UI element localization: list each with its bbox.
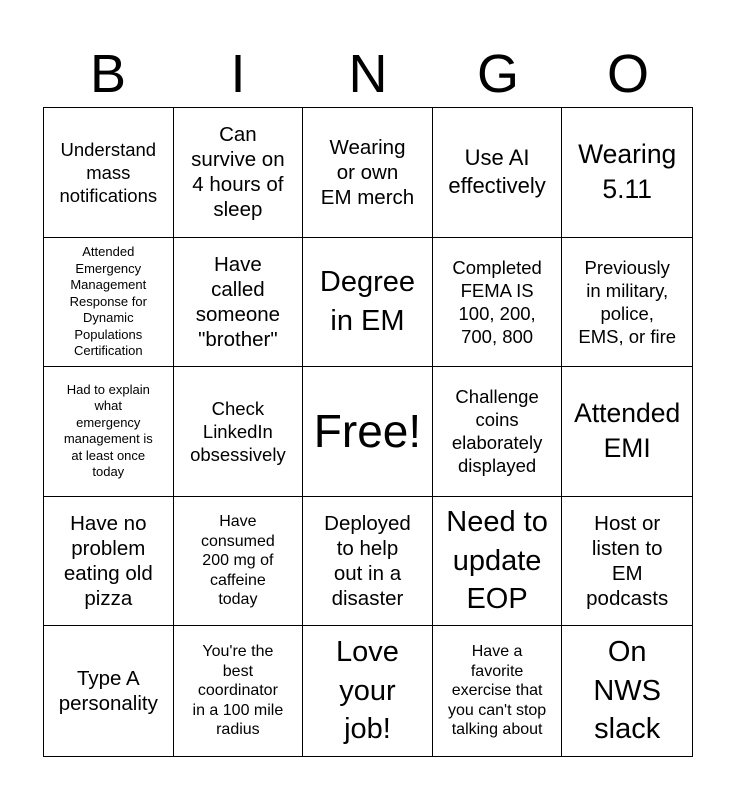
bingo-cell-b5[interactable]: [44, 626, 174, 756]
free-space[interactable]: [303, 367, 433, 497]
bingo-cell-o1[interactable]: [562, 108, 692, 238]
bingo-cell-n1[interactable]: [303, 108, 433, 238]
bingo-cell-i3[interactable]: [174, 367, 304, 497]
bingo-cell-o2[interactable]: [562, 238, 692, 368]
bingo-cell-g1[interactable]: [433, 108, 563, 238]
cell-text: Completed FEMA IS 100, 200, 700, 800: [452, 256, 542, 347]
cell-text: Previously in military, police, EMS, or fire: [578, 256, 677, 347]
cell-text: Type A personality: [58, 667, 158, 716]
cell-text: Have a favorite exercise that you can't stop talking about: [447, 643, 547, 739]
bingo-cell-g4[interactable]: [433, 497, 563, 627]
cell-text: Wearing 5.11: [578, 139, 677, 205]
cell-text: Host or listen to EM podcasts: [586, 512, 669, 611]
cell-text: Have no problem eating old pizza: [63, 512, 153, 611]
cell-text: You're the best coordinator in a 100 mile radius: [192, 643, 284, 739]
cell-text: Deployed to help out in a disaster: [324, 512, 411, 611]
bingo-cell-i1[interactable]: [174, 108, 304, 238]
bingo-cell-g5[interactable]: [433, 626, 563, 756]
cell-text: Attended EMI: [574, 398, 681, 464]
bingo-cell-i4[interactable]: [174, 497, 304, 627]
cell-text: Have called someone "brother": [195, 252, 281, 351]
cell-text: Have consumed 200 mg of caffeine today: [200, 513, 275, 609]
bingo-cell-n4[interactable]: [303, 497, 433, 627]
bingo-cell-i5[interactable]: [174, 626, 304, 756]
cell-text: Use AI effectively: [448, 144, 546, 199]
header-letter-g: G: [476, 44, 519, 104]
bingo-cell-o5[interactable]: [562, 626, 692, 756]
cell-text: Love your job!: [336, 636, 399, 746]
bingo-cell-b3[interactable]: [44, 367, 174, 497]
cell-text: Had to explain what emergency management is at least once today: [63, 381, 153, 480]
bingo-cell-n2[interactable]: [303, 238, 433, 368]
bingo-cell-o3[interactable]: [562, 367, 692, 497]
header-letter-n: N: [348, 44, 388, 104]
cell-text: Attended Emergency Management Response for Dynamic Populations Certification: [69, 244, 147, 359]
bingo-cell-n5[interactable]: [303, 626, 433, 756]
cell-text: Degree in EM: [319, 266, 416, 337]
cell-text: Challenge coins elaborately displayed: [451, 386, 543, 477]
bingo-cell-b1[interactable]: [44, 108, 174, 238]
bingo-cell-b4[interactable]: [44, 497, 174, 627]
free-space-label: Free!: [313, 405, 422, 458]
bingo-cell-g3[interactable]: [433, 367, 563, 497]
bingo-cell-i2[interactable]: [174, 238, 304, 368]
bingo-card: [43, 107, 693, 757]
cell-text: Need to update EOP: [446, 506, 548, 616]
cell-text: On NWS slack: [593, 636, 662, 746]
cell-text: Check LinkedIn obsessively: [190, 397, 286, 465]
header-letter-o: O: [606, 44, 649, 104]
cell-text: Can survive on 4 hours of sleep: [191, 123, 285, 222]
bingo-cell-b2[interactable]: [44, 238, 174, 368]
header-letter-i: I: [230, 44, 246, 104]
bingo-cell-g2[interactable]: [433, 238, 563, 368]
bingo-cell-o4[interactable]: [562, 497, 692, 627]
header-letter-b: B: [89, 44, 127, 104]
cell-text: Wearing or own EM merch: [320, 135, 415, 209]
bingo-header: [43, 40, 693, 108]
cell-text: Understand mass notifications: [59, 138, 158, 206]
